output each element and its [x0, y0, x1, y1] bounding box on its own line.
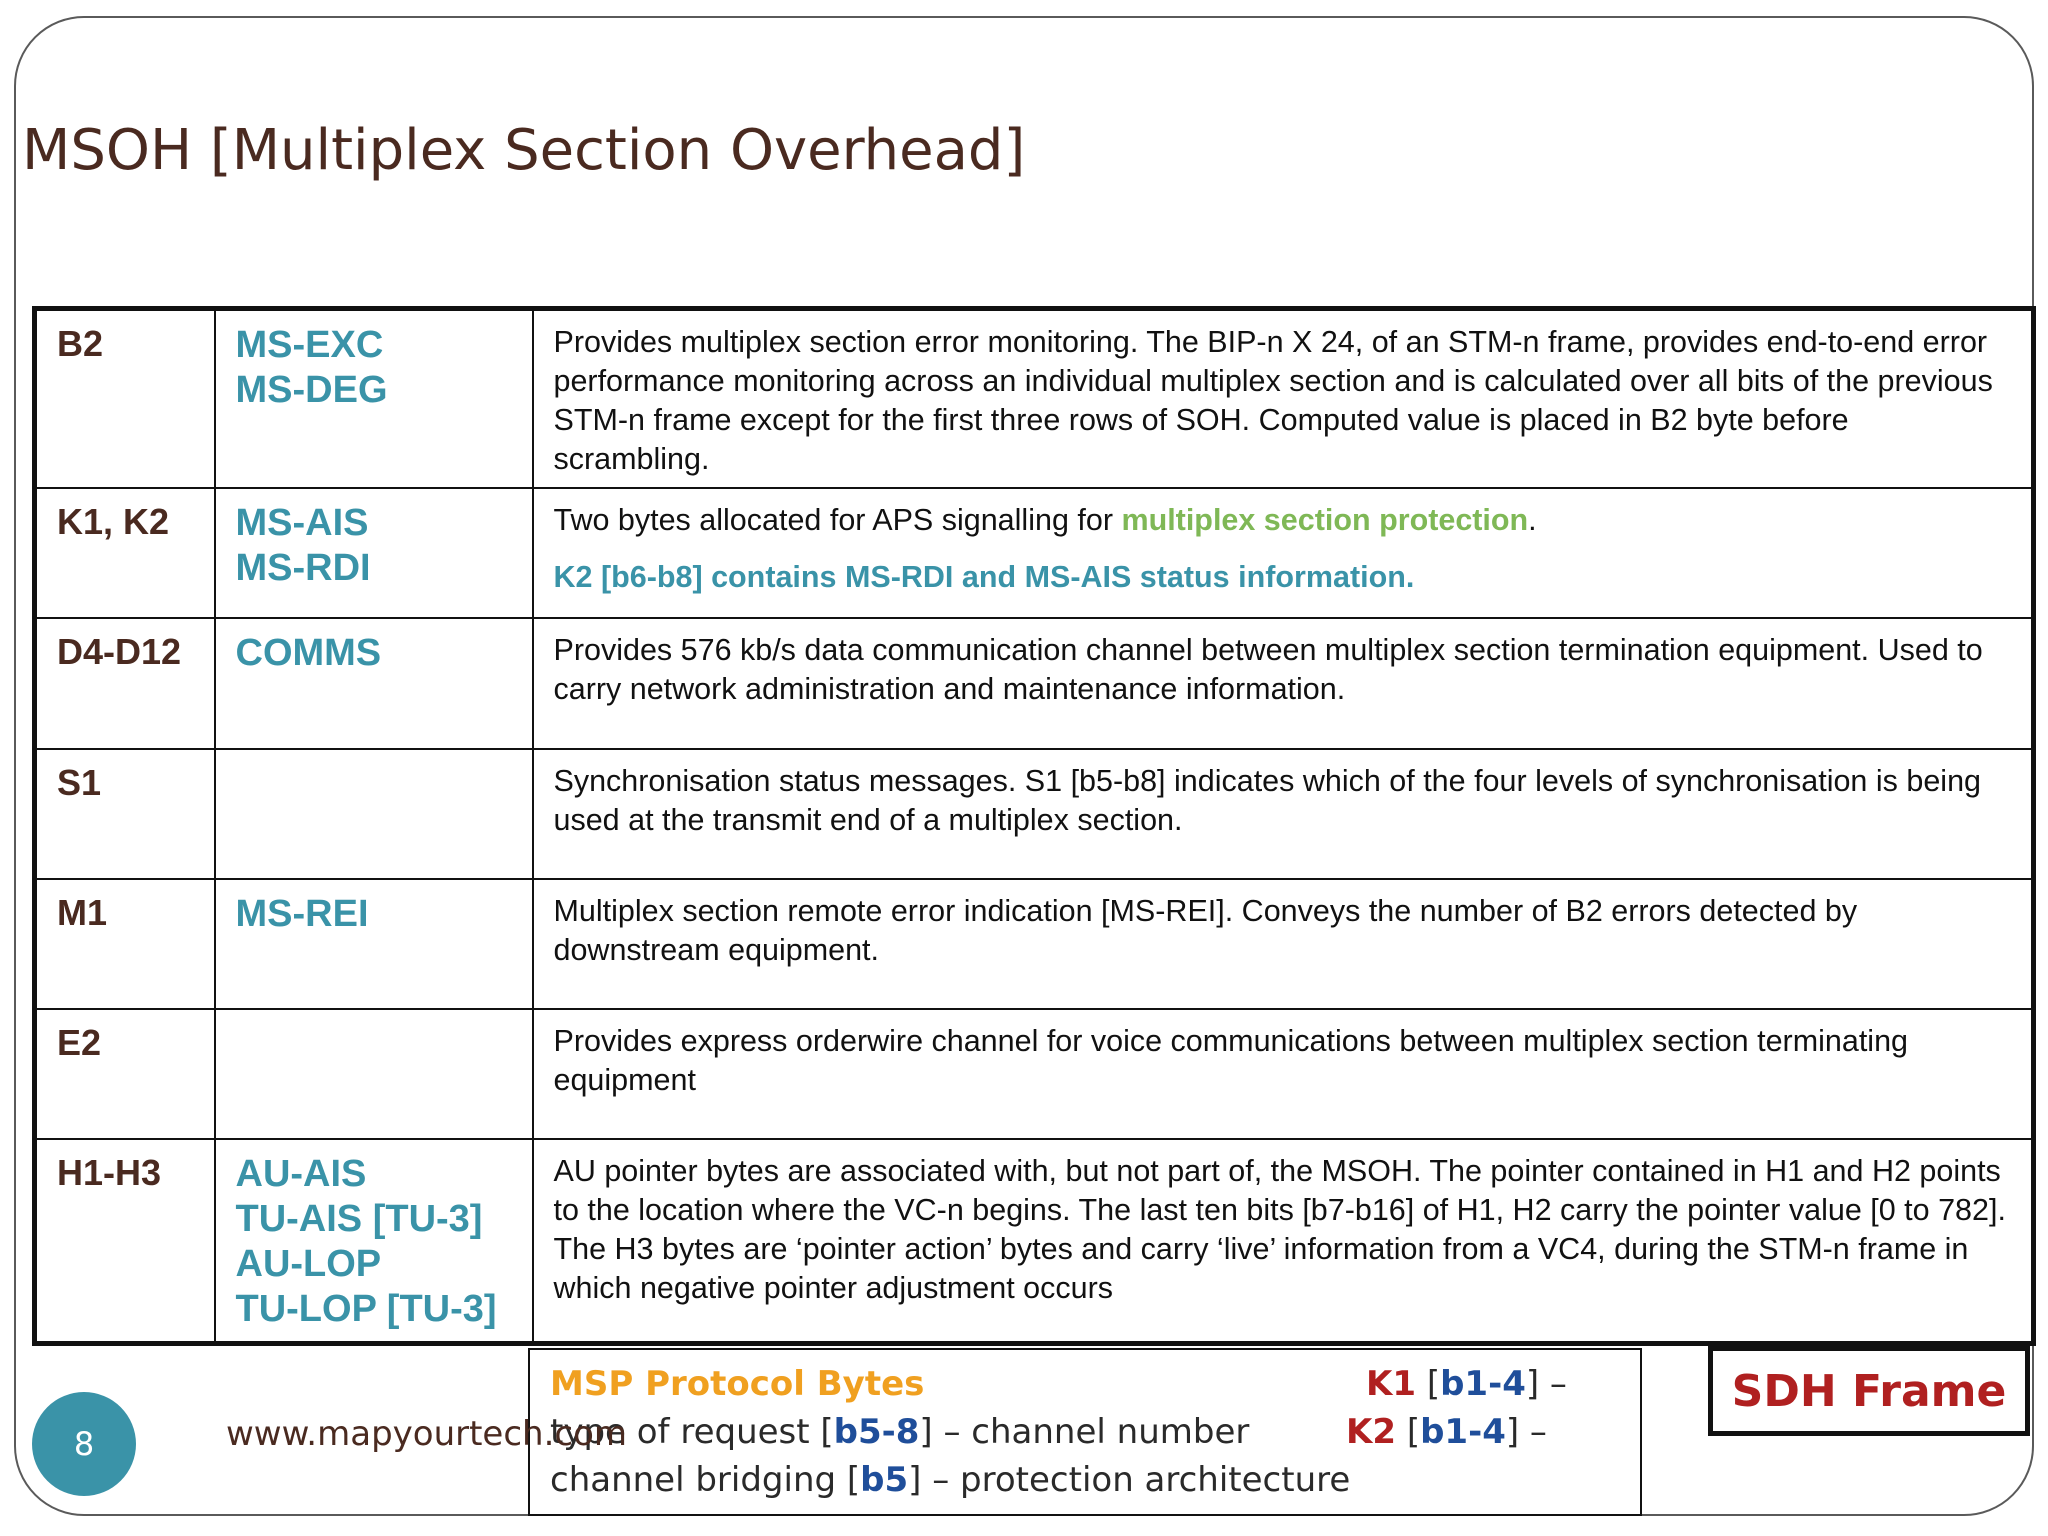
page-title: MSOH [Multiplex Section Overhead] [22, 118, 1026, 183]
byte-cell: B2 [35, 309, 215, 489]
status-note: K2 [b6-b8] contains MS-RDI and MS-AIS status information. [553, 560, 1415, 594]
table-row [35, 309, 2034, 489]
alarm-cell [215, 879, 533, 1009]
sdh-frame-label: SDH Frame [1708, 1346, 2030, 1436]
table-row [35, 879, 2034, 1009]
alarm-cell [215, 488, 533, 618]
bridging-bits: b5 [860, 1460, 909, 1500]
k1-label: K1 [1366, 1364, 1417, 1404]
msp-request-rest: ] – channel number [919, 1412, 1250, 1452]
byte-cell: H1-H3 [35, 1139, 215, 1343]
msoh-table [32, 306, 2036, 1346]
alarm-cell [215, 1139, 533, 1343]
description-cell [533, 488, 2034, 618]
byte-cell: M1 [35, 879, 215, 1009]
alarm-cell [215, 309, 533, 489]
table-row [35, 749, 2034, 879]
alarm-label: MS-REI [235, 893, 369, 935]
description-cell: Synchronisation status messages. S1 [b5-b8] indicates which of the four levels of synchronisation is being used at the transmit end of a multiplex section. [533, 749, 2034, 879]
alarm-label: MS-EXC [235, 324, 384, 366]
k1-bits: b1-4 [1440, 1364, 1526, 1404]
description-cell: Multiplex section remote error indication [MS-REI]. Conveys the number of B2 errors detected by downstream equipment. [533, 879, 2034, 1009]
description-text: Two bytes allocated for APS signalling for [553, 503, 1122, 537]
msp-title: MSP Protocol Bytes [550, 1364, 925, 1404]
k2-label: K2 [1346, 1412, 1397, 1452]
byte-cell: D4-D12 [35, 618, 215, 749]
description-cell: AU pointer bytes are associated with, but not part of, the MSOH. The pointer contained in H1 and H2 points to the location where the VC-n begins. The last ten bits [b7-b16] of H1, H2 carry the pointer value [0 to 782]. The H3 bytes are ‘pointer action’ bytes and carry ‘live’ information from a VC4, during the STM-n frame in which negative pointer adjustment occurs [533, 1139, 2034, 1343]
alarm-label: COMMS [235, 632, 382, 674]
page-number-badge [32, 1392, 136, 1496]
description-cell: Provides multiplex section error monitoring. The BIP-n X 24, of an STM-n frame, provides end-to-end error performance monitoring across an individual multiplex section and is calculated over all bits of the previous STM-n frame except for the first three rows of SOH. Computed value is placed in B2 byte before scrambling. [533, 309, 2034, 489]
alarm-label: TU-AIS [TU-3] [235, 1198, 483, 1240]
byte-cell: E2 [35, 1009, 215, 1139]
alarm-cell [215, 749, 533, 879]
request-bits: b5-8 [833, 1412, 920, 1452]
msp-bridging-text: channel bridging [ [550, 1460, 861, 1500]
website-footer: www.mapyourtech.com [226, 1414, 628, 1454]
alarm-cell [215, 618, 533, 749]
byte-cell: K1, K2 [35, 488, 215, 618]
msp-k2-line: K2 [b1-4] – [1346, 1412, 1547, 1452]
msp-protocol-box [528, 1348, 1642, 1516]
description-cell: Provides express orderwire channel for voice communications between multiplex section terminating equipment [533, 1009, 2034, 1139]
alarm-label: TU-LOP [TU-3] [235, 1288, 497, 1330]
k2-bits: b1-4 [1420, 1412, 1506, 1452]
msp-bridging-rest: ] – protection architecture [908, 1460, 1351, 1500]
description-text: . [1528, 503, 1537, 537]
msp-request-text: type of request [ [550, 1412, 834, 1452]
alarm-label: AU-LOP [235, 1243, 382, 1285]
alarm-label: AU-AIS [235, 1153, 367, 1195]
msp-k1-line: K1 [b1-4] – [1366, 1364, 1567, 1404]
msp-bridging-line [550, 1460, 1350, 1500]
page-number: 8 [73, 1425, 95, 1463]
table-row [35, 1009, 2034, 1139]
alarm-label: MS-RDI [235, 547, 371, 589]
table-row [35, 488, 2034, 618]
byte-cell: S1 [35, 749, 215, 879]
msp-request-line [550, 1412, 1249, 1452]
description-cell: Provides 576 kb/s data communication channel between multiplex section termination equipment. Used to carry network administration and maintenance information. [533, 618, 2034, 749]
highlight-text: multiplex section protection [1121, 503, 1529, 537]
alarm-label: MS-DEG [235, 369, 388, 411]
table-row [35, 1139, 2034, 1343]
alarm-cell [215, 1009, 533, 1139]
alarm-label: MS-AIS [235, 502, 369, 544]
table-row [35, 618, 2034, 749]
